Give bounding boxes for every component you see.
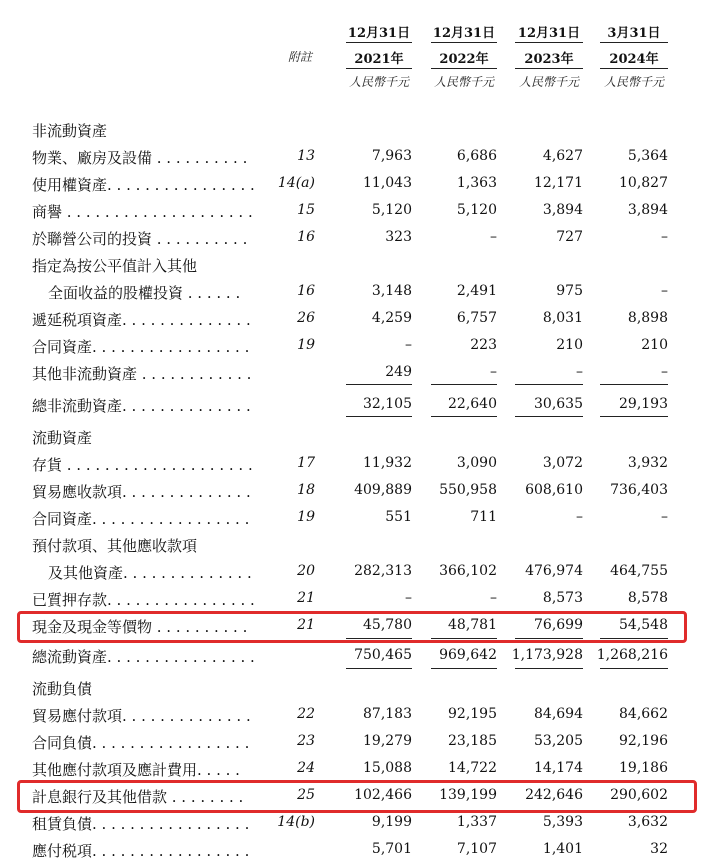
table-row	[0, 361, 714, 383]
value-2023: 476,974	[525, 563, 583, 579]
value-2022: 22,640	[448, 396, 497, 412]
row-label: 已質押存款. . . . . . . . . . . . . . . .	[32, 591, 255, 609]
value-2024: 1,268,216	[596, 647, 668, 663]
table-row	[0, 226, 714, 248]
value-2021: 282,313	[354, 563, 412, 579]
value-2021: 11,043	[363, 175, 412, 191]
value-2023: 53,205	[534, 733, 583, 749]
value-2022: 14,722	[448, 760, 497, 776]
row-label: 貿易應收款項. . . . . . . . . . . . . .	[32, 483, 251, 501]
row-label: 其他應付款項及應計費用. . . . .	[32, 761, 240, 779]
row-note: 13	[297, 148, 315, 164]
header-rule	[346, 68, 412, 69]
row-note: 16	[297, 283, 315, 299]
table-row	[0, 253, 714, 275]
total-rule	[431, 668, 497, 669]
row-note: 15	[297, 202, 315, 218]
value-2023: 210	[556, 337, 583, 353]
value-2024: 54,548	[619, 617, 668, 633]
row-note: 21	[297, 590, 315, 606]
table-row	[0, 280, 714, 302]
value-2023: 608,610	[525, 482, 583, 498]
table-row	[0, 811, 714, 833]
value-2021: 102,466	[354, 787, 412, 803]
row-label: 其他非流動資產 . . . . . . . . . . . .	[32, 365, 252, 383]
col1-unit: 人民幣千元	[348, 75, 409, 89]
value-2024: 5,364	[627, 148, 668, 164]
value-2022: –	[490, 229, 497, 245]
table-row	[0, 118, 714, 140]
col4-unit: 人民幣千元	[603, 75, 664, 89]
row-label: 計息銀行及其他借款 . . . . . . . .	[32, 788, 244, 806]
total-rule	[600, 416, 668, 417]
value-2022: 139,199	[439, 787, 497, 803]
subtotal-rule	[600, 638, 668, 639]
col3-date: 12月31日	[517, 26, 581, 41]
value-2021: 15,088	[363, 760, 412, 776]
value-2022: –	[490, 590, 497, 606]
row-label: 現金及現金等價物 . . . . . . . . . .	[32, 618, 248, 636]
value-2022: 711	[470, 509, 497, 525]
row-note: 21	[297, 617, 315, 633]
subtotal-rule	[431, 384, 497, 385]
table-row	[0, 838, 714, 860]
table-row	[0, 676, 714, 698]
value-2023: 30,635	[534, 396, 583, 412]
table-row	[0, 334, 714, 356]
row-note: 14(b)	[277, 814, 315, 830]
row-note: 24	[297, 760, 315, 776]
value-2023: –	[576, 364, 583, 380]
col3-unit: 人民幣千元	[518, 75, 579, 89]
value-2023: 14,174	[534, 760, 583, 776]
table-row	[0, 425, 714, 447]
value-2022: 366,102	[439, 563, 497, 579]
table-row	[0, 644, 714, 666]
value-2024: 210	[641, 337, 668, 353]
row-note: 14(a)	[277, 175, 315, 191]
row-note: 16	[297, 229, 315, 245]
col4-date: 3月31日	[607, 26, 661, 41]
row-label: 非流動資產	[32, 122, 108, 140]
subtotal-rule	[600, 384, 668, 385]
value-2023: 8,573	[542, 590, 583, 606]
value-2023: –	[576, 509, 583, 525]
value-2024: 92,196	[619, 733, 668, 749]
value-2022: 2,491	[456, 283, 497, 299]
row-label: 預付款項、其他應收款項	[32, 537, 198, 555]
value-2023: 8,031	[542, 310, 583, 326]
row-label: 使用權資產. . . . . . . . . . . . . . . .	[32, 176, 255, 194]
value-2021: 750,465	[354, 647, 412, 663]
value-2022: 1,363	[456, 175, 497, 191]
value-2024: 84,662	[619, 706, 668, 722]
value-2022: 550,958	[439, 482, 497, 498]
value-2021: 5,701	[371, 841, 412, 857]
value-2024: –	[661, 364, 668, 380]
table-row	[0, 307, 714, 329]
value-2022: 223	[470, 337, 497, 353]
row-label: 流動負債	[32, 680, 93, 698]
value-2021: 409,889	[354, 482, 412, 498]
value-2024: 3,894	[627, 202, 668, 218]
value-2022: 5,120	[456, 202, 497, 218]
row-note: 19	[297, 337, 315, 353]
row-note: 22	[297, 706, 315, 722]
row-note: 26	[297, 310, 315, 326]
row-note: 18	[297, 482, 315, 498]
subtotal-rule	[431, 638, 497, 639]
row-label: 合同資產. . . . . . . . . . . . . . . . .	[32, 510, 250, 528]
row-label: 合同資產. . . . . . . . . . . . . . . . .	[32, 338, 250, 356]
value-2021: –	[405, 590, 412, 606]
value-2024: 19,186	[619, 760, 668, 776]
row-note: 17	[297, 455, 315, 471]
value-2023: 1,401	[542, 841, 583, 857]
value-2023: 12,171	[534, 175, 583, 191]
value-2021: 7,963	[371, 148, 412, 164]
value-2024: 3,932	[627, 455, 668, 471]
value-2022: 969,642	[439, 647, 497, 663]
col2-unit: 人民幣千元	[433, 75, 494, 89]
row-label: 應付税項. . . . . . . . . . . . . . . . .	[32, 842, 250, 860]
value-2024: 8,898	[627, 310, 668, 326]
value-2023: 3,894	[542, 202, 583, 218]
row-label: 租賃負債. . . . . . . . . . . . . . . . .	[32, 815, 250, 833]
total-rule	[431, 416, 497, 417]
value-2024: –	[661, 509, 668, 525]
table-row	[0, 479, 714, 501]
col1-date: 12月31日	[347, 26, 411, 41]
row-label: 貿易應付款項. . . . . . . . . . . . . .	[32, 707, 251, 725]
value-2024: 8,578	[627, 590, 668, 606]
table-row	[0, 560, 714, 582]
col2-date: 12月31日	[432, 26, 496, 41]
value-2023: 727	[556, 229, 583, 245]
row-label: 指定為按公平值計入其他	[32, 257, 198, 275]
value-2022: 48,781	[448, 617, 497, 633]
col1-year: 2021年	[354, 52, 404, 67]
value-2024: –	[661, 229, 668, 245]
table-row	[0, 730, 714, 752]
value-2021: 3,148	[371, 283, 412, 299]
value-2024: –	[661, 283, 668, 299]
value-2021: 323	[385, 229, 412, 245]
subtotal-rule	[515, 384, 583, 385]
value-2023: 242,646	[525, 787, 583, 803]
value-2022: 3,090	[456, 455, 497, 471]
value-2024: 10,827	[619, 175, 668, 191]
value-2023: 1,173,928	[511, 647, 583, 663]
table-row	[0, 145, 714, 167]
value-2024: 3,632	[627, 814, 668, 830]
value-2023: 76,699	[534, 617, 583, 633]
header-rule	[600, 42, 668, 43]
table-row	[0, 784, 714, 806]
value-2022: –	[490, 364, 497, 380]
value-2022: 6,757	[456, 310, 497, 326]
value-2022: 6,686	[456, 148, 497, 164]
total-rule	[515, 668, 583, 669]
col3-year: 2023年	[524, 52, 574, 67]
table-row	[0, 703, 714, 725]
row-note: 25	[297, 787, 315, 803]
value-2023: 3,072	[542, 455, 583, 471]
value-2021: 19,279	[363, 733, 412, 749]
row-label: 總流動資產. . . . . . . . . . . . . . . .	[32, 648, 255, 666]
value-2021: 5,120	[371, 202, 412, 218]
row-label: 存貨 . . . . . . . . . . . . . . . . . . . .	[32, 456, 253, 474]
header-rule	[600, 68, 668, 69]
table-row	[0, 393, 714, 415]
value-2022: 92,195	[448, 706, 497, 722]
row-label: 流動資產	[32, 429, 93, 447]
value-2022: 1,337	[456, 814, 497, 830]
value-2023: 975	[556, 283, 583, 299]
value-2021: 45,780	[363, 617, 412, 633]
row-note: 23	[297, 733, 315, 749]
table-row	[0, 452, 714, 474]
table-row	[0, 587, 714, 609]
row-label: 物業、廠房及設備 . . . . . . . . . .	[32, 149, 248, 167]
col4-year: 2024年	[609, 52, 659, 67]
row-label: 總非流動資產. . . . . . . . . . . . . .	[32, 397, 251, 415]
row-label: 於聯營公司的投資 . . . . . . . . . .	[32, 230, 248, 248]
value-2023: 4,627	[542, 148, 583, 164]
value-2024: 29,193	[619, 396, 668, 412]
table-row	[0, 533, 714, 555]
row-label: 遞延税項資產. . . . . . . . . . . . . .	[32, 311, 251, 329]
row-label: 全面收益的股權投資 . . . . . .	[48, 284, 241, 302]
row-label: 及其他資產. . . . . . . . . . . . . .	[48, 564, 252, 582]
row-note: 20	[297, 563, 315, 579]
value-2021: 4,259	[371, 310, 412, 326]
value-2021: –	[405, 337, 412, 353]
row-label: 商譽 . . . . . . . . . . . . . . . . . . . .	[32, 203, 253, 221]
value-2021: 32,105	[363, 396, 412, 412]
table-row	[0, 614, 714, 636]
header-rule	[431, 42, 497, 43]
total-rule	[515, 416, 583, 417]
value-2021: 11,932	[363, 455, 412, 471]
value-2021: 9,199	[371, 814, 412, 830]
header-rule	[515, 42, 583, 43]
value-2021: 87,183	[363, 706, 412, 722]
subtotal-rule	[346, 638, 412, 639]
note-column-label: 附註	[288, 50, 313, 64]
header-rule	[346, 42, 412, 43]
value-2024: 290,602	[610, 787, 668, 803]
total-rule	[346, 668, 412, 669]
total-rule	[600, 668, 668, 669]
subtotal-rule	[346, 384, 412, 385]
col2-year: 2022年	[439, 52, 489, 67]
value-2021: 551	[385, 509, 412, 525]
value-2023: 5,393	[542, 814, 583, 830]
table-row	[0, 172, 714, 194]
table-row	[0, 757, 714, 779]
subtotal-rule	[515, 638, 583, 639]
value-2022: 7,107	[456, 841, 497, 857]
value-2023: 84,694	[534, 706, 583, 722]
header-rule	[515, 68, 583, 69]
value-2021: 249	[385, 364, 412, 380]
row-label: 合同負債. . . . . . . . . . . . . . . . .	[32, 734, 250, 752]
value-2022: 23,185	[448, 733, 497, 749]
table-row	[0, 506, 714, 528]
row-note: 19	[297, 509, 315, 525]
total-rule	[346, 416, 412, 417]
header-rule	[431, 68, 497, 69]
value-2024: 736,403	[610, 482, 668, 498]
value-2024: 464,755	[610, 563, 668, 579]
value-2024: 32	[650, 841, 668, 857]
table-row	[0, 199, 714, 221]
